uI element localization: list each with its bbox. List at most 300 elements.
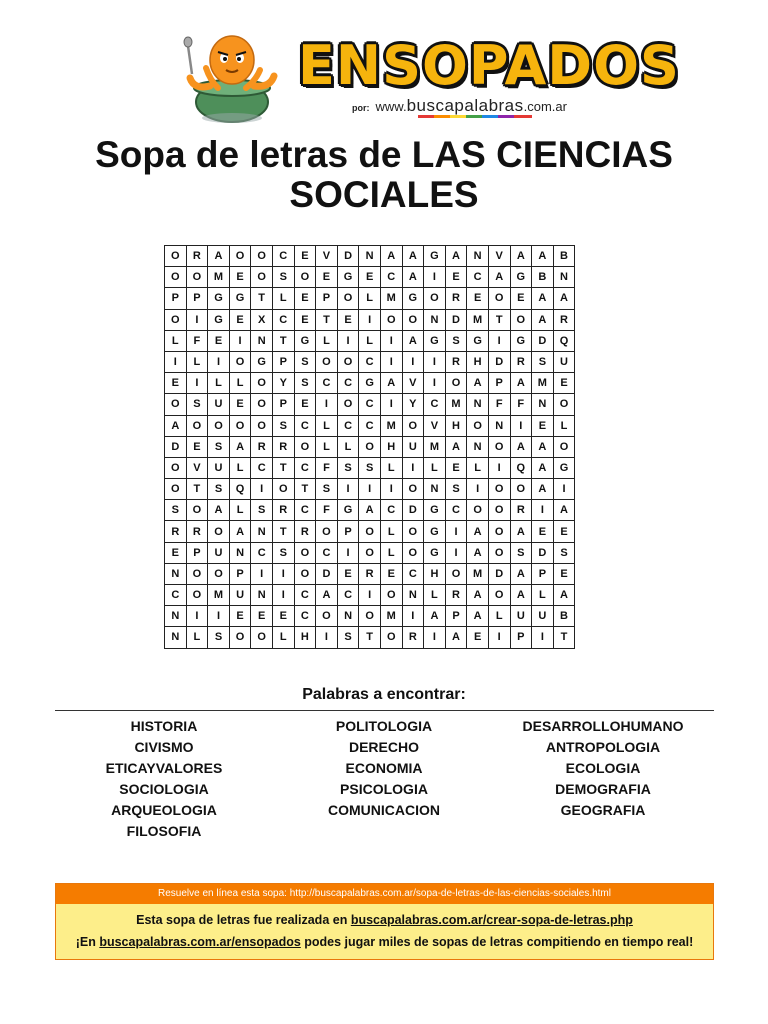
word-item: SOCIOLOGIA: [119, 781, 209, 797]
grid-cell: R: [553, 309, 575, 330]
grid-cell: A: [553, 585, 575, 606]
grid-cell: C: [251, 457, 273, 478]
grid-cell: B: [532, 267, 554, 288]
grid-cell: A: [380, 373, 402, 394]
grid-cell: P: [488, 373, 510, 394]
grid-cell: O: [251, 267, 273, 288]
grid-cell: H: [445, 415, 467, 436]
grid-cell: P: [510, 627, 532, 648]
grid-cell: I: [165, 351, 187, 372]
create-puzzle-link[interactable]: buscapalabras.com.ar/crear-sopa-de-letras.php: [350, 913, 633, 927]
grid-cell: M: [380, 606, 402, 627]
grid-cell: E: [316, 267, 338, 288]
grid-cell: V: [186, 457, 208, 478]
grid-cell: T: [186, 479, 208, 500]
grid-cell: A: [316, 585, 338, 606]
grid-row: [165, 267, 575, 288]
grid-cell: L: [424, 457, 446, 478]
grid-cell: O: [165, 267, 187, 288]
grid-cell: I: [510, 415, 532, 436]
grid-cell: A: [510, 521, 532, 542]
grid-row: [165, 246, 575, 267]
grid-cell: M: [532, 373, 554, 394]
word-item: ARQUEOLOGIA: [111, 802, 217, 818]
grid-row: [165, 309, 575, 330]
grid-cell: A: [165, 415, 187, 436]
grid-cell: S: [165, 500, 187, 521]
grid-cell: A: [359, 500, 381, 521]
ensopados-link[interactable]: buscapalabras.com.ar/ensopados: [99, 935, 301, 949]
grid-cell: L: [553, 415, 575, 436]
page-title: Sopa de letras de LAS CIENCIAS SOCIALES: [95, 134, 673, 215]
grid-cell: G: [424, 330, 446, 351]
grid-cell: C: [380, 267, 402, 288]
grid-cell: G: [510, 267, 532, 288]
grid-cell: P: [272, 351, 294, 372]
word-list-column-1: [44, 716, 284, 842]
grid-row: [165, 500, 575, 521]
grid-cell: A: [553, 288, 575, 309]
grid-cell: O: [467, 500, 489, 521]
grid-row: [165, 351, 575, 372]
grid-cell: T: [272, 521, 294, 542]
grid-cell: O: [294, 436, 316, 457]
grid-cell: O: [380, 309, 402, 330]
grid-cell: P: [229, 563, 251, 584]
grid-cell: O: [359, 542, 381, 563]
site-prefix: www.: [375, 99, 407, 114]
grid-row: [165, 288, 575, 309]
grid-cell: U: [532, 606, 554, 627]
grid-cell: G: [424, 500, 446, 521]
grid-row: [165, 521, 575, 542]
grid-cell: I: [272, 563, 294, 584]
online-solve-link[interactable]: Resuelve en línea esta sopa: http://buscapalabras.com.ar/sopa-de-letras-de-las-ciencias-sociales.html: [56, 884, 713, 904]
grid-cell: L: [532, 585, 554, 606]
grid-cell: I: [316, 627, 338, 648]
grid-cell: E: [251, 606, 273, 627]
word-item: PSICOLOGIA: [340, 781, 428, 797]
grid-cell: S: [532, 351, 554, 372]
grid-cell: A: [380, 246, 402, 267]
grid-cell: G: [424, 521, 446, 542]
grid-cell: G: [337, 267, 359, 288]
grid-cell: H: [380, 436, 402, 457]
grid-cell: O: [488, 288, 510, 309]
grid-cell: G: [359, 373, 381, 394]
grid-cell: C: [337, 373, 359, 394]
grid-cell: A: [532, 479, 554, 500]
grid-cell: C: [402, 563, 424, 584]
grid-cell: C: [294, 457, 316, 478]
grid-cell: A: [467, 606, 489, 627]
grid-cell: I: [467, 479, 489, 500]
grid-cell: R: [445, 288, 467, 309]
grid-cell: I: [251, 479, 273, 500]
grid-cell: E: [294, 288, 316, 309]
grid-cell: I: [337, 479, 359, 500]
grid-cell: O: [165, 479, 187, 500]
grid-cell: L: [380, 542, 402, 563]
grid-cell: E: [359, 267, 381, 288]
logo-subtitle[interactable]: [352, 96, 567, 116]
grid-row: [165, 394, 575, 415]
grid-cell: P: [165, 288, 187, 309]
grid-cell: O: [337, 351, 359, 372]
grid-cell: I: [380, 351, 402, 372]
grid-cell: D: [488, 563, 510, 584]
grid-cell: P: [337, 521, 359, 542]
grid-cell: P: [186, 542, 208, 563]
grid-cell: R: [165, 521, 187, 542]
grid-cell: I: [488, 457, 510, 478]
word-item: ECOLOGIA: [565, 760, 641, 776]
grid-cell: A: [445, 436, 467, 457]
grid-cell: I: [402, 457, 424, 478]
grid-row: [165, 436, 575, 457]
grid-cell: O: [488, 521, 510, 542]
grid-cell: E: [553, 563, 575, 584]
grid-cell: C: [359, 415, 381, 436]
grid-cell: N: [532, 394, 554, 415]
grid-cell: E: [165, 542, 187, 563]
grid-cell: O: [510, 479, 532, 500]
grid-cell: E: [294, 309, 316, 330]
grid-cell: A: [532, 246, 554, 267]
grid-cell: I: [186, 373, 208, 394]
grid-cell: S: [445, 479, 467, 500]
grid-cell: T: [272, 457, 294, 478]
word-list-column-2: [264, 716, 504, 821]
por-label: por:: [352, 103, 370, 113]
grid-cell: N: [402, 585, 424, 606]
grid-cell: P: [316, 288, 338, 309]
grid-cell: S: [208, 627, 230, 648]
grid-cell: Q: [510, 457, 532, 478]
footer-body: [56, 904, 713, 959]
grid-cell: E: [510, 288, 532, 309]
grid-cell: O: [229, 351, 251, 372]
grid-cell: O: [402, 521, 424, 542]
grid-cell: D: [532, 542, 554, 563]
grid-cell: G: [424, 542, 446, 563]
grid-cell: N: [337, 606, 359, 627]
grid-row: [165, 585, 575, 606]
grid-cell: S: [251, 500, 273, 521]
grid-cell: N: [165, 627, 187, 648]
grid-cell: N: [467, 394, 489, 415]
grid-cell: O: [272, 479, 294, 500]
grid-cell: O: [553, 394, 575, 415]
grid-cell: C: [380, 500, 402, 521]
grid-cell: O: [553, 436, 575, 457]
grid-cell: O: [488, 542, 510, 563]
grid-cell: I: [424, 351, 446, 372]
grid-cell: I: [532, 627, 554, 648]
grid-cell: L: [337, 436, 359, 457]
grid-cell: O: [316, 351, 338, 372]
grid-cell: I: [402, 606, 424, 627]
grid-cell: N: [229, 542, 251, 563]
grid-cell: O: [337, 394, 359, 415]
grid-cell: A: [445, 246, 467, 267]
grid-cell: G: [251, 351, 273, 372]
footer-line-1-text: Esta sopa de letras fue realizada en: [136, 913, 351, 927]
grid-cell: D: [337, 246, 359, 267]
grid-cell: D: [316, 563, 338, 584]
grid-cell: S: [445, 330, 467, 351]
grid-cell: I: [424, 373, 446, 394]
grid-cell: O: [380, 627, 402, 648]
footer-line-1: [56, 909, 713, 931]
grid-cell: E: [186, 436, 208, 457]
grid-cell: R: [186, 246, 208, 267]
grid-cell: N: [553, 267, 575, 288]
grid-cell: C: [165, 585, 187, 606]
grid-cell: C: [337, 585, 359, 606]
grid-cell: X: [251, 309, 273, 330]
grid-cell: A: [532, 457, 554, 478]
grid-cell: O: [488, 479, 510, 500]
grid-cell: O: [251, 627, 273, 648]
grid-cell: S: [316, 479, 338, 500]
word-item: ECONOMIA: [345, 760, 423, 776]
grid-cell: E: [467, 627, 489, 648]
grid-cell: O: [316, 606, 338, 627]
logo-text: ENSOPADOS: [298, 34, 680, 97]
grid-cell: A: [532, 309, 554, 330]
grid-cell: U: [510, 606, 532, 627]
grid-cell: O: [488, 585, 510, 606]
grid-cell: O: [445, 563, 467, 584]
grid-cell: N: [467, 246, 489, 267]
grid-cell: O: [251, 373, 273, 394]
grid-cell: V: [316, 246, 338, 267]
grid-cell: F: [186, 330, 208, 351]
grid-cell: R: [294, 521, 316, 542]
grid-cell: I: [337, 330, 359, 351]
grid-cell: Y: [272, 373, 294, 394]
grid-cell: E: [294, 394, 316, 415]
grid-cell: A: [553, 500, 575, 521]
grid-cell: I: [380, 394, 402, 415]
grid-cell: D: [165, 436, 187, 457]
grid-cell: U: [229, 585, 251, 606]
grid-cell: L: [165, 330, 187, 351]
grid-cell: R: [359, 563, 381, 584]
grid-cell: N: [251, 585, 273, 606]
grid-cell: G: [424, 246, 446, 267]
grid-cell: I: [186, 606, 208, 627]
site-name: buscapalabras: [406, 96, 524, 115]
grid-cell: O: [424, 288, 446, 309]
grid-cell: A: [467, 585, 489, 606]
grid-cell: O: [488, 500, 510, 521]
grid-cell: F: [316, 500, 338, 521]
grid-cell: N: [251, 330, 273, 351]
grid-cell: M: [380, 288, 402, 309]
grid-row: [165, 373, 575, 394]
grid-cell: M: [467, 563, 489, 584]
grid-cell: T: [294, 479, 316, 500]
grid-cell: L: [208, 373, 230, 394]
grid-cell: S: [337, 627, 359, 648]
grid-cell: M: [467, 309, 489, 330]
grid-cell: O: [208, 521, 230, 542]
grid-cell: L: [229, 457, 251, 478]
grid-cell: L: [424, 585, 446, 606]
grid-cell: H: [294, 627, 316, 648]
grid-row: [165, 542, 575, 563]
grid-cell: S: [337, 457, 359, 478]
grid-cell: E: [445, 457, 467, 478]
word-item: DERECHO: [348, 739, 419, 755]
word-item: DESARROLLOHUMANO: [522, 718, 684, 734]
grid-cell: L: [380, 457, 402, 478]
grid-cell: N: [467, 436, 489, 457]
grid-cell: C: [316, 542, 338, 563]
grid-cell: I: [229, 330, 251, 351]
grid-cell: C: [337, 415, 359, 436]
grid-cell: O: [186, 563, 208, 584]
grid-cell: I: [208, 606, 230, 627]
grid-cell: N: [424, 309, 446, 330]
grid-cell: O: [208, 415, 230, 436]
grid-cell: R: [510, 500, 532, 521]
grid-cell: E: [229, 267, 251, 288]
grid-cell: O: [186, 267, 208, 288]
grid-cell: A: [402, 246, 424, 267]
grid-cell: G: [467, 330, 489, 351]
grid-cell: C: [445, 500, 467, 521]
grid-cell: Y: [402, 394, 424, 415]
grid-cell: G: [208, 309, 230, 330]
grid-cell: L: [467, 457, 489, 478]
grid-cell: E: [532, 521, 554, 542]
grid-cell: R: [402, 627, 424, 648]
grid-cell: M: [445, 394, 467, 415]
grid-cell: N: [165, 606, 187, 627]
grid-cell: O: [316, 521, 338, 542]
grid-cell: F: [488, 394, 510, 415]
word-item: HISTORIA: [130, 718, 198, 734]
grid-cell: T: [316, 309, 338, 330]
grid-cell: O: [359, 436, 381, 457]
grid-cell: G: [294, 330, 316, 351]
grid-cell: G: [402, 288, 424, 309]
grid-cell: O: [186, 415, 208, 436]
grid-row: [165, 606, 575, 627]
grid-cell: G: [553, 457, 575, 478]
grid-cell: A: [445, 627, 467, 648]
grid-cell: D: [532, 330, 554, 351]
grid-cell: L: [316, 436, 338, 457]
grid-cell: P: [186, 288, 208, 309]
grid-cell: R: [251, 436, 273, 457]
grid-cell: C: [294, 500, 316, 521]
grid-row: [165, 330, 575, 351]
grid-cell: A: [510, 436, 532, 457]
grid-cell: L: [186, 627, 208, 648]
grid-cell: A: [532, 288, 554, 309]
grid-cell: L: [186, 351, 208, 372]
grid-cell: L: [272, 627, 294, 648]
divider: [55, 710, 714, 711]
grid-cell: I: [359, 479, 381, 500]
grid-cell: S: [272, 415, 294, 436]
grid-cell: C: [294, 415, 316, 436]
grid-cell: L: [316, 415, 338, 436]
grid-cell: G: [510, 330, 532, 351]
grid-cell: I: [337, 542, 359, 563]
grid-cell: I: [424, 267, 446, 288]
grid-cell: U: [208, 457, 230, 478]
grid-cell: N: [251, 521, 273, 542]
grid-cell: F: [316, 457, 338, 478]
grid-cell: U: [553, 351, 575, 372]
grid-cell: V: [488, 246, 510, 267]
word-item: CIVISMO: [134, 739, 194, 755]
grid-cell: R: [445, 585, 467, 606]
grid-cell: R: [272, 436, 294, 457]
grid-cell: A: [229, 436, 251, 457]
grid-row: [165, 457, 575, 478]
grid-cell: A: [510, 246, 532, 267]
grid-cell: O: [165, 309, 187, 330]
grid-cell: S: [186, 394, 208, 415]
grid-cell: E: [229, 394, 251, 415]
grid-cell: E: [229, 309, 251, 330]
grid-cell: H: [424, 563, 446, 584]
grid-cell: O: [402, 479, 424, 500]
grid-cell: U: [402, 436, 424, 457]
grid-cell: S: [208, 436, 230, 457]
grid-cell: Q: [229, 479, 251, 500]
grid-cell: M: [380, 415, 402, 436]
grid-cell: D: [402, 500, 424, 521]
grid-cell: I: [445, 521, 467, 542]
grid-cell: I: [359, 585, 381, 606]
grid-cell: O: [380, 585, 402, 606]
grid-cell: O: [294, 542, 316, 563]
grid-cell: C: [251, 542, 273, 563]
grid-cell: A: [510, 563, 532, 584]
grid-cell: M: [208, 267, 230, 288]
header: [0, 24, 768, 124]
word-list-column-3: [483, 716, 723, 821]
footer-line-2: [56, 931, 713, 953]
grid-cell: E: [553, 373, 575, 394]
grid-row: [165, 627, 575, 648]
grid-cell: S: [553, 542, 575, 563]
grid-cell: S: [272, 542, 294, 563]
grid-cell: O: [402, 415, 424, 436]
grid-cell: E: [467, 288, 489, 309]
grid-cell: M: [424, 436, 446, 457]
grid-cell: S: [272, 267, 294, 288]
grid-cell: A: [510, 585, 532, 606]
grid-cell: I: [553, 479, 575, 500]
grid-cell: U: [208, 394, 230, 415]
grid-cell: R: [186, 521, 208, 542]
grid-cell: A: [467, 542, 489, 563]
grid-cell: S: [208, 479, 230, 500]
grid-cell: D: [488, 351, 510, 372]
grid-cell: O: [208, 563, 230, 584]
grid-cell: L: [272, 288, 294, 309]
grid-cell: F: [510, 394, 532, 415]
word-item: ETICAYVALORES: [105, 760, 223, 776]
